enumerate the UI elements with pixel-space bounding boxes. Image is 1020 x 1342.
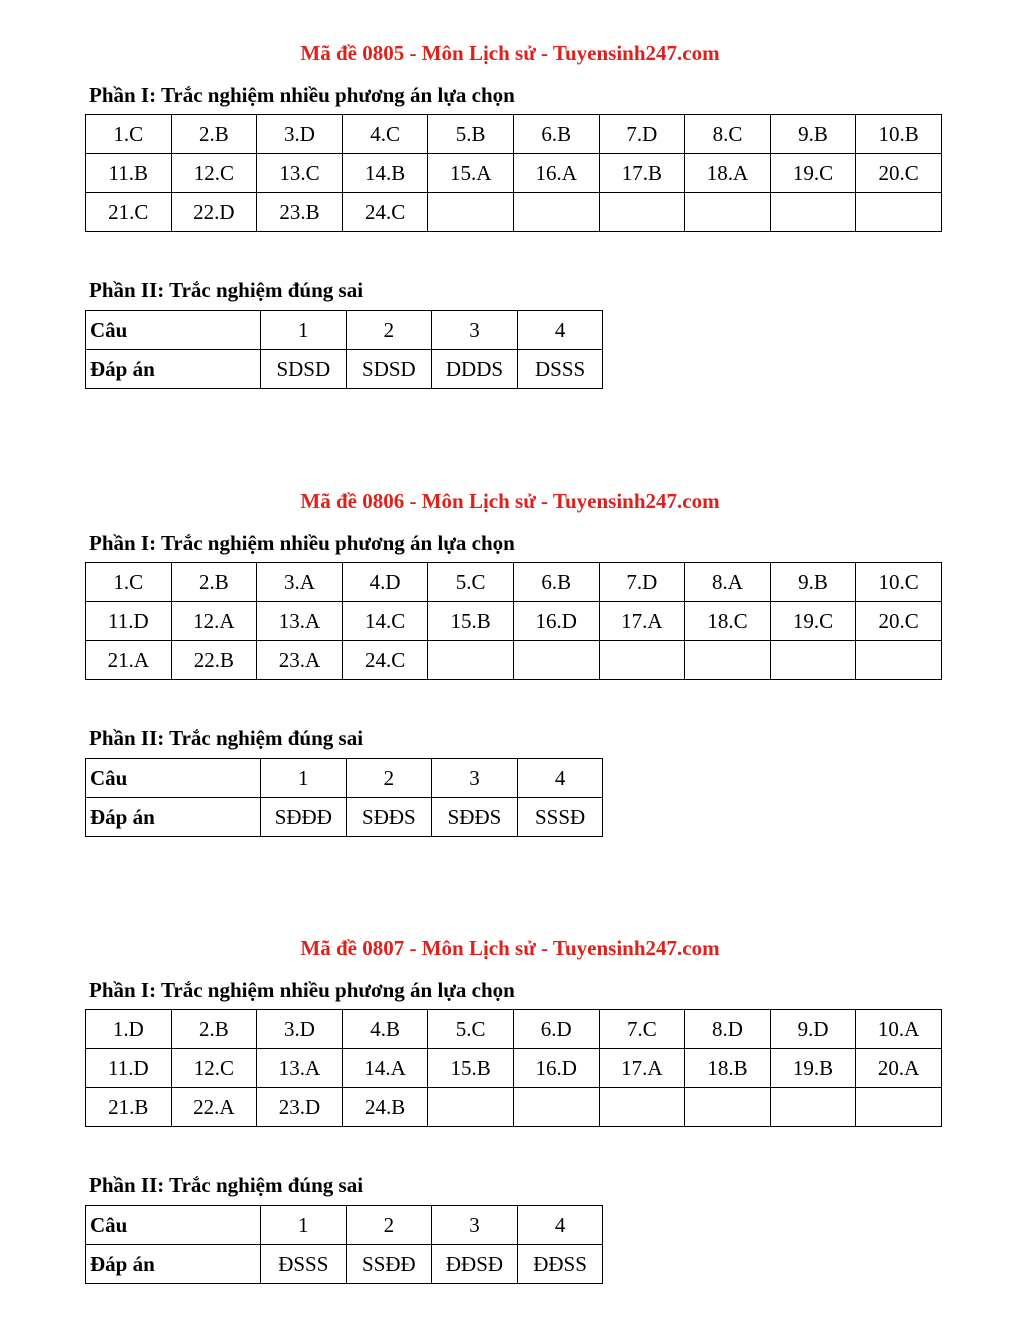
answer-cell [856, 641, 942, 680]
answer-cell [428, 193, 514, 232]
answer-cell: 15.A [428, 154, 514, 193]
answer-cell: SDSD [261, 350, 347, 389]
answer-cell: 19.B [770, 1049, 856, 1088]
table-row [86, 115, 942, 154]
answer-cell: 13.A [257, 1049, 343, 1088]
answer-cell [428, 1088, 514, 1127]
answer-cell: 12.C [171, 1049, 257, 1088]
answer-cell: SDSD [346, 350, 432, 389]
table-row [86, 193, 942, 232]
answer-cell: 20.C [856, 602, 942, 641]
answer-cell: 6.B [513, 563, 599, 602]
answer-cell [856, 193, 942, 232]
answer-cell: 4 [517, 311, 603, 350]
part2-heading: Phần II: Trắc nghiệm đúng sai [89, 1173, 364, 1197]
answer-cell: 3.A [257, 563, 343, 602]
table-row [86, 1010, 942, 1049]
table-row [86, 1049, 942, 1088]
answer-cell: 5.B [428, 115, 514, 154]
answer-cell: 3.D [257, 115, 343, 154]
answer-cell: 7.C [599, 1010, 685, 1049]
answer-cell: 4.B [342, 1010, 428, 1049]
answer-cell: 23.A [257, 641, 343, 680]
answer-cell: 18.C [685, 602, 771, 641]
answer-cell [513, 641, 599, 680]
answer-cell: 17.B [599, 154, 685, 193]
answer-cell: 15.B [428, 1049, 514, 1088]
answer-cell: 2 [346, 311, 432, 350]
answer-cell: 1.D [86, 1010, 172, 1049]
answer-cell: 3 [432, 1206, 518, 1245]
exam-title: Mã đề 0805 - Môn Lịch sử - Tuyensinh247.com [300, 41, 720, 65]
answer-cell [599, 193, 685, 232]
answer-cell: SSĐĐ [346, 1245, 432, 1284]
answer-cell: 1.C [86, 115, 172, 154]
answer-cell [685, 193, 771, 232]
answer-cell: 22.A [171, 1088, 257, 1127]
table-row [86, 1088, 942, 1127]
answer-cell: 3.D [257, 1010, 343, 1049]
row-label: Câu [86, 759, 261, 798]
answer-cell: 3 [432, 311, 518, 350]
table-row [86, 563, 942, 602]
answer-cell: 23.B [257, 193, 343, 232]
row-label: Câu [86, 1206, 261, 1245]
row-label: Đáp án [86, 798, 261, 837]
answer-cell [599, 641, 685, 680]
answer-cell [599, 1088, 685, 1127]
answer-cell: 23.D [257, 1088, 343, 1127]
table-row [86, 759, 603, 798]
answer-cell: 10.B [856, 115, 942, 154]
answer-cell [685, 1088, 771, 1127]
table-row [86, 1245, 603, 1284]
answer-cell: 8.C [685, 115, 771, 154]
answer-cell: 2.B [171, 563, 257, 602]
answer-cell: 11.D [86, 602, 172, 641]
answer-cell: 11.D [86, 1049, 172, 1088]
answer-cell: SSSĐ [517, 798, 603, 837]
answer-cell: SĐĐĐ [261, 798, 347, 837]
table-row [86, 311, 603, 350]
answer-cell: 16.A [513, 154, 599, 193]
answer-cell: 21.A [86, 641, 172, 680]
answer-cell [770, 193, 856, 232]
row-label: Đáp án [86, 350, 261, 389]
table-row [86, 602, 942, 641]
answer-cell: 3 [432, 759, 518, 798]
answer-cell: 7.D [599, 563, 685, 602]
answer-cell: 2.B [171, 1010, 257, 1049]
part2-answer-table [85, 1205, 603, 1284]
answer-cell: 6.D [513, 1010, 599, 1049]
answer-cell: 8.A [685, 563, 771, 602]
answer-cell: 4.D [342, 563, 428, 602]
answer-cell: 14.C [342, 602, 428, 641]
answer-cell: 13.A [257, 602, 343, 641]
exam-title: Mã đề 0807 - Môn Lịch sử - Tuyensinh247.com [300, 936, 720, 960]
part2-heading: Phần II: Trắc nghiệm đúng sai [89, 726, 364, 750]
table-row [86, 350, 603, 389]
answer-cell [856, 1088, 942, 1127]
answer-cell: 12.A [171, 602, 257, 641]
answer-cell: 2 [346, 1206, 432, 1245]
part1-answer-table [85, 562, 942, 680]
answer-cell: 16.D [513, 1049, 599, 1088]
answer-cell: 4 [517, 759, 603, 798]
part2-answer-table [85, 310, 603, 389]
row-label: Câu [86, 311, 261, 350]
answer-cell: 16.D [513, 602, 599, 641]
answer-cell: 2.B [171, 115, 257, 154]
part1-heading: Phần I: Trắc nghiệm nhiều phương án lựa chọn [89, 83, 515, 107]
answer-cell: 6.B [513, 115, 599, 154]
answer-cell: 1 [261, 1206, 347, 1245]
answer-cell: 10.A [856, 1010, 942, 1049]
answer-cell: DDDS [432, 350, 518, 389]
answer-cell: ĐĐSĐ [432, 1245, 518, 1284]
answer-cell: 21.B [86, 1088, 172, 1127]
answer-cell: 9.D [770, 1010, 856, 1049]
part1-answer-table [85, 1009, 942, 1127]
part2-heading: Phần II: Trắc nghiệm đúng sai [89, 278, 364, 302]
answer-cell: 11.B [86, 154, 172, 193]
part1-heading: Phần I: Trắc nghiệm nhiều phương án lựa chọn [89, 978, 515, 1002]
answer-cell: 20.C [856, 154, 942, 193]
answer-cell: 18.B [685, 1049, 771, 1088]
table-row [86, 154, 942, 193]
answer-cell: 14.B [342, 154, 428, 193]
answer-cell: 10.C [856, 563, 942, 602]
answer-cell: 22.D [171, 193, 257, 232]
part2-answer-table [85, 758, 603, 837]
answer-cell: 17.A [599, 1049, 685, 1088]
answer-cell: 24.C [342, 641, 428, 680]
table-row [86, 641, 942, 680]
answer-cell: SĐĐS [346, 798, 432, 837]
answer-cell: 1 [261, 311, 347, 350]
answer-cell [770, 1088, 856, 1127]
answer-cell: ĐĐSS [517, 1245, 603, 1284]
answer-cell [513, 193, 599, 232]
answer-cell [428, 641, 514, 680]
answer-cell: 22.B [171, 641, 257, 680]
answer-cell [770, 641, 856, 680]
answer-cell: 15.B [428, 602, 514, 641]
answer-cell: 18.A [685, 154, 771, 193]
answer-cell [513, 1088, 599, 1127]
answer-cell: 19.C [770, 602, 856, 641]
answer-cell: DSSS [517, 350, 603, 389]
answer-cell: SĐĐS [432, 798, 518, 837]
answer-cell: 13.C [257, 154, 343, 193]
answer-cell: 2 [346, 759, 432, 798]
answer-cell: 4.C [342, 115, 428, 154]
part1-heading: Phần I: Trắc nghiệm nhiều phương án lựa chọn [89, 531, 515, 555]
answer-cell: 17.A [599, 602, 685, 641]
answer-cell: 21.C [86, 193, 172, 232]
table-row [86, 798, 603, 837]
part1-answer-table [85, 114, 942, 232]
row-label: Đáp án [86, 1245, 261, 1284]
answer-cell: 5.C [428, 563, 514, 602]
answer-cell: 1 [261, 759, 347, 798]
answer-cell: 9.B [770, 115, 856, 154]
answer-cell: 8.D [685, 1010, 771, 1049]
answer-cell: 12.C [171, 154, 257, 193]
answer-cell: 14.A [342, 1049, 428, 1088]
answer-cell: 20.A [856, 1049, 942, 1088]
table-row [86, 1206, 603, 1245]
answer-cell: 1.C [86, 563, 172, 602]
answer-cell: 4 [517, 1206, 603, 1245]
answer-cell [685, 641, 771, 680]
answer-cell: 7.D [599, 115, 685, 154]
answer-cell: 24.C [342, 193, 428, 232]
answer-cell: 24.B [342, 1088, 428, 1127]
answer-cell: 9.B [770, 563, 856, 602]
answer-cell: 5.C [428, 1010, 514, 1049]
exam-title: Mã đề 0806 - Môn Lịch sử - Tuyensinh247.com [300, 489, 720, 513]
answer-cell: ĐSSS [261, 1245, 347, 1284]
answer-cell: 19.C [770, 154, 856, 193]
